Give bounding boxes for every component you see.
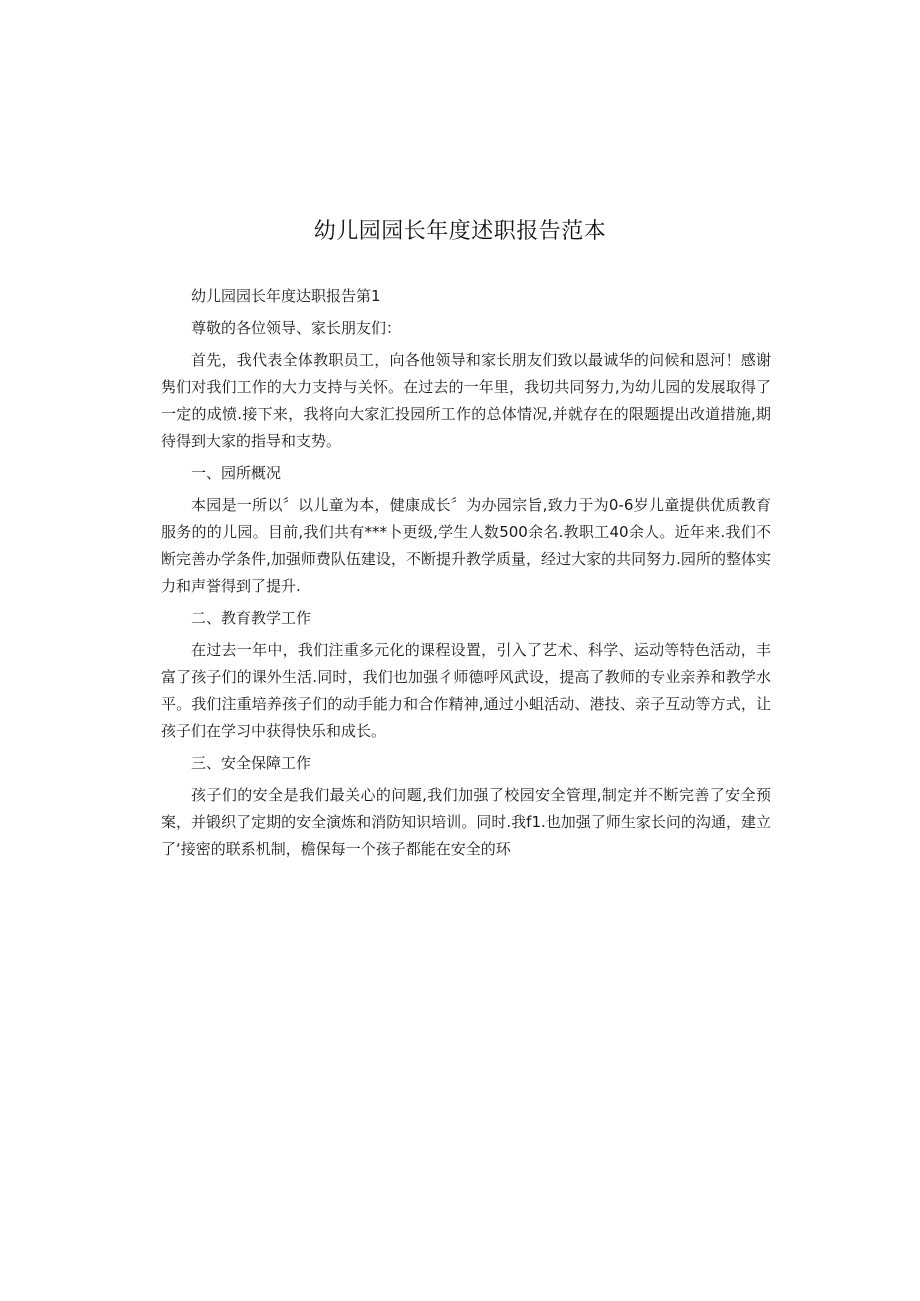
document-title: 幼儿园园长年度述职报告范本 bbox=[313, 219, 607, 244]
teaching-paragraph: 在过去一年中，我们注重多元化的课程设置，引入了艺术、科学、运动等特色活动，丰富了孩子们的课外生活.同时，我们也加强彳师德呼风武设，提高了教师的专业亲养和教学水平。我们注重培养孩子们的动手能力和合作精神,通过小蛆活动、港技、亲子互动等方式，让孩子们在学习中获得快乐和成长。 bbox=[161, 641, 771, 740]
report-subtitle: 幼儿园园长年度达职报告第1 bbox=[191, 287, 381, 305]
section-heading-overview: 一、园所概况 bbox=[191, 464, 282, 482]
intro-paragraph: 首先，我代表全体教职员工，向各他领导和家长朋友们致以最诚华的问候和恩河！感谢隽们对我们工作的大力支持与关怀。在过去的一年里，我切共同努力,为幼儿园的发展取得了一定的成愤.接下来，我将向大家汇投园所工作的总体情况,并就存在的限题提出改道措施,期待得到大家的指导和支势。 bbox=[161, 351, 771, 450]
salutation: 尊敬的各位领导、家长朋友们： bbox=[191, 319, 402, 337]
section-heading-safety: 三、安全保障工作 bbox=[191, 754, 312, 772]
safety-paragraph: 孩子们的安全是我们最关心的问题,我们加强了校园安全管理,制定并不断完善了安全预案，并锻织了定期的安全演炼和消防知识培训。同时.我f1.也加强了师生家长问的沟通，建立了‘接密的联系机制，檐保每一个孩子都能在安全的环 bbox=[161, 786, 771, 858]
overview-paragraph: 本园是一所以〞以儿童为本，健康成长〞为办园宗旨,致力于为0-6岁儿童提供优质教育服务的的儿园。目前,我们共有***卜更级,学生人数500余名.教职工40余人。近年来.我们不断完善办学条件,加强师费队伍建设，不断提升教学质量，经过大家的共同努力.园所的整体实力和声誉得到了提升. bbox=[161, 496, 771, 595]
document-body bbox=[161, 283, 771, 863]
section-heading-teaching: 二、教育教学工作 bbox=[191, 609, 312, 627]
